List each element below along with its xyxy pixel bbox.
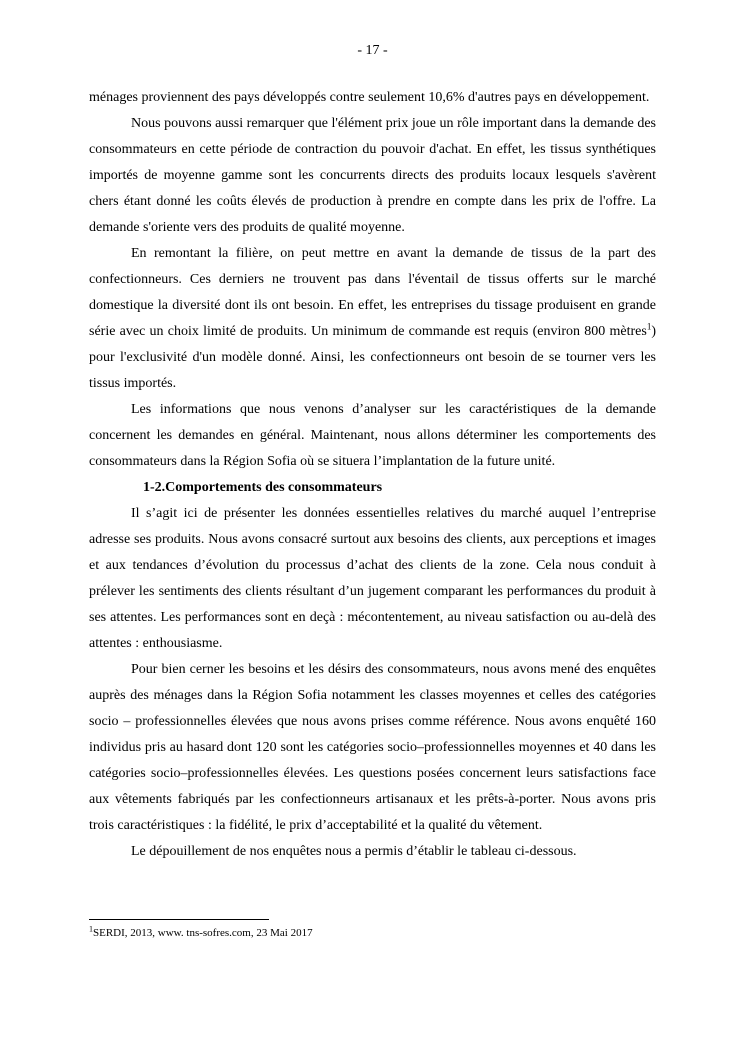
paragraph-3-text-b: ) pour l'exclusivité d'un modèle donné. Ainsi, les confectionneurs ont besoin de se tourner vers les tissus importés.: [89, 324, 656, 391]
section-heading: 1-2.Comportements des consommateurs: [143, 480, 383, 495]
footnote-divider: [89, 919, 269, 920]
paragraph-2: Nous pouvons aussi remarquer que l'élément prix joue un rôle important dans la demande des consommateurs en cette période de contraction du pouvoir d'achat. En effet, les tissus synthétiques importés de moyenne gamme sont les concurrents directs des produits locaux lesquels s'avèrent chers étant donné les coûts élevés de production à prendre en compte dans les prix de l'offre. La demande s'oriente vers des produits de qualité moyenne.: [89, 116, 656, 235]
paragraph-1: ménages proviennent des pays développés contre seulement 10,6% d'autres pays en développement.: [89, 90, 650, 105]
paragraph-6: Pour bien cerner les besoins et les désirs des consommateurs, nous avons mené des enquêtes auprès des ménages dans la Région Sofia notamment les classes moyennes et celles des catégories socio – professionnelles élevées que nous avons prises comme référence. Nous avons enquêté 160 individus pris au hasard dont 120 sont les catégories socio–professionnelles moyennes et 40 dans les catégories socio–professionnelles élevées. Les questions posées concernent leurs satisfactions face aux vêtements fabriqués par les confectionneurs artisanaux et les prêts-à-porter. Nous avons pris trois caractéristiques : la fidélité, le prix d’acceptabilité et la qualité du vêtement.: [89, 662, 656, 833]
footnote-reference[interactable]: 1: [646, 321, 652, 332]
body-text: [89, 85, 656, 865]
footnote-marker: 1: [89, 924, 93, 934]
footnote-text: SERDI, 2013, www. tns-sofres.com, 23 Mai 2017: [93, 927, 313, 939]
paragraph-3-text-a: En remontant la filière, on peut mettre en avant la demande de tissus de la part des confectionneurs. Ces derniers ne trouvent pas dans l'éventail de tissus offerts sur le marché domestique la diversité dont ils ont besoin. En effet, les entreprises du tissage produisent en grande série avec un choix limité de produits. Un minimum de commande est requis (environ 800 mètres: [89, 246, 656, 339]
paragraph-7: Le dépouillement de nos enquêtes nous a permis d’établir le tableau ci-dessous.: [131, 844, 577, 859]
paragraph-3: [89, 241, 656, 397]
paragraph-5: Il s’agit ici de présenter les données essentielles relatives du marché auquel l’entreprise adresse ses produits. Nous avons consacré surtout aux besoins des clients, aux perceptions et images et aux tendances d’évolution du processus d’achat des clients de la zone. Cela nous conduit à prélever les sentiments des clients résultant d’un jugement comparant les performances du produit à ses attentes. Les performances sont en deçà : mécontentement, au niveau satisfaction ou au-delà des attentes : enthousiasme.: [89, 506, 656, 651]
paragraph-4: Les informations que nous venons d’analyser sur les caractéristiques de la demande concernent les demandes en général. Maintenant, nous allons déterminer les comportements des consommateurs dans la Région Sofia où se situera l’implantation de la future unité.: [89, 402, 656, 469]
page-number: - 17 -: [357, 43, 388, 58]
footnote: [89, 926, 656, 940]
